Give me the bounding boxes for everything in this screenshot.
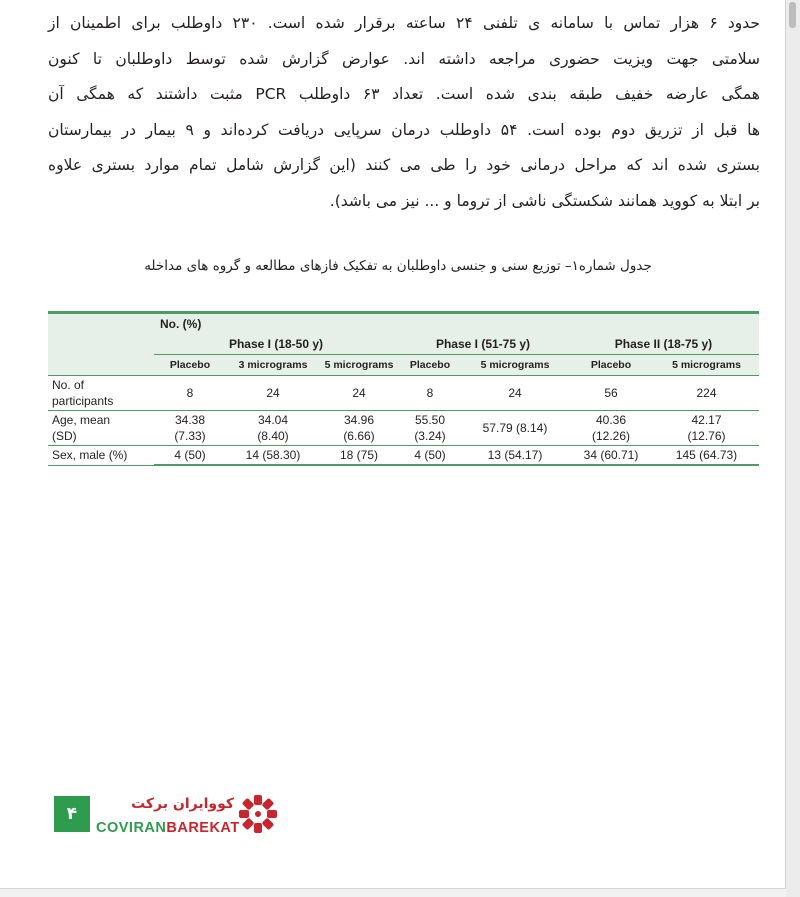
row-label-line: No. of bbox=[52, 378, 85, 392]
cell-line: 8 bbox=[426, 386, 434, 400]
phase-header: Phase II (18-75 y) bbox=[568, 334, 759, 355]
table-row bbox=[48, 446, 759, 466]
body-paragraph bbox=[48, 6, 760, 219]
paragraph-line: همگی عارضه خفیف طبقه بندی شده است. تعداد ۶۳ داوطلب PCR مثبت داشتند که همگی آن bbox=[48, 85, 760, 103]
logo-petal bbox=[239, 810, 249, 818]
table-cell bbox=[226, 376, 320, 411]
cell-line: 34.96 bbox=[343, 413, 375, 427]
table-header-row bbox=[48, 313, 759, 335]
cell-line: 40.36 bbox=[595, 413, 627, 427]
header-empty-cell bbox=[48, 334, 154, 355]
cell-line: 24 bbox=[352, 386, 366, 400]
table-row bbox=[48, 376, 759, 411]
cell-line: 224 bbox=[696, 386, 717, 400]
cell-line: (12.76) bbox=[687, 429, 726, 443]
table-cell bbox=[226, 411, 320, 446]
logo-petal bbox=[242, 798, 255, 811]
cell-line: 34 (60.71) bbox=[583, 448, 639, 462]
row-label-line: (SD) bbox=[52, 429, 77, 443]
group-header: Placebo bbox=[154, 355, 226, 376]
cell-line: 145 (64.73) bbox=[675, 448, 738, 462]
phase-header-row bbox=[48, 334, 759, 355]
table-cell bbox=[398, 411, 462, 446]
paragraph-line: بستری شده اند که مراحل درمانی خود را طی می کنند (این گزارش شامل تمام موارد بستری علاوه bbox=[48, 156, 760, 174]
header-no-percent: No. (%) bbox=[154, 313, 759, 335]
phase-header: Phase I (18-50 y) bbox=[154, 334, 398, 355]
brand-en-part1: COVIRAN bbox=[96, 820, 167, 836]
paragraph-line: حدود ۶ هزار تماس با سامانه ی تلفنی ۲۴ ساعته برقرار شده است. ۲۳۰ داوطلب برای اطمینان از bbox=[48, 14, 760, 32]
table-cell bbox=[654, 411, 759, 446]
header-empty-cell bbox=[48, 355, 154, 376]
cell-line: (6.66) bbox=[343, 429, 375, 443]
table-caption: جدول شماره۱– توزیع سنی و جنسی داوطلبان به تفکیک فازهای مطالعه و گروه های مداخله bbox=[144, 258, 652, 274]
group-header-row bbox=[48, 355, 759, 376]
group-header: 5 micrograms bbox=[320, 355, 398, 376]
table-cell bbox=[462, 411, 568, 446]
row-label bbox=[48, 376, 154, 411]
brand-name-english bbox=[96, 818, 240, 838]
vertical-scrollbar[interactable] bbox=[785, 0, 800, 897]
paragraph-line: سلامتی جهت ویزیت حضوری مراجعه داشته اند. عوارض گزارش شده توسط داوطلبان تا کنون bbox=[48, 49, 760, 68]
horizontal-scrollbar[interactable] bbox=[0, 888, 786, 897]
demographics-table bbox=[48, 311, 759, 466]
cell-line: 42.17 bbox=[691, 413, 722, 427]
group-header: 3 micrograms bbox=[226, 355, 320, 376]
group-header: 5 micrograms bbox=[654, 355, 759, 376]
table-cell bbox=[568, 376, 654, 411]
cell-line: 34.04 bbox=[257, 413, 289, 427]
table-cell bbox=[154, 376, 226, 411]
table-cell bbox=[654, 446, 759, 466]
row-label bbox=[48, 446, 154, 466]
scrollbar-thumb[interactable] bbox=[789, 2, 796, 28]
cell-line: 18 (75) bbox=[339, 448, 379, 462]
group-header: Placebo bbox=[398, 355, 462, 376]
logo-petal bbox=[262, 798, 275, 811]
table-cell bbox=[462, 376, 568, 411]
table-cell bbox=[154, 411, 226, 446]
cell-line: (8.40) bbox=[257, 429, 289, 443]
table-cell bbox=[320, 411, 398, 446]
table-cell bbox=[568, 411, 654, 446]
table-cell bbox=[398, 376, 462, 411]
row-label bbox=[48, 411, 154, 446]
row-label-line: Sex, male (%) bbox=[52, 448, 128, 463]
cell-line: 56 bbox=[604, 386, 618, 400]
group-header: 5 micrograms bbox=[462, 355, 568, 376]
table-cell bbox=[320, 446, 398, 466]
page-number-badge: ۴ bbox=[54, 796, 90, 832]
cell-line: 24 bbox=[266, 386, 280, 400]
cell-line: 34.38 bbox=[174, 413, 206, 427]
red-flower-logo-icon bbox=[237, 793, 279, 835]
cell-line: 4 (50) bbox=[414, 448, 446, 462]
header-empty-cell bbox=[48, 313, 154, 335]
table-cell bbox=[398, 446, 462, 466]
phase-header: Phase I (51-75 y) bbox=[398, 334, 568, 355]
table-cell bbox=[226, 446, 320, 466]
cell-line: (3.24) bbox=[414, 429, 446, 443]
brand-en-part2: BAREKAT bbox=[166, 820, 240, 836]
cell-line: 14 (58.30) bbox=[245, 448, 301, 462]
row-label-line: Age, mean bbox=[52, 413, 111, 427]
row-label-line: participants bbox=[52, 394, 114, 408]
cell-line: 55.50 bbox=[414, 413, 446, 427]
brand-text bbox=[96, 794, 240, 838]
table-cell bbox=[462, 446, 568, 466]
cell-line: 57.79 (8.14) bbox=[482, 421, 548, 435]
logo-petal bbox=[254, 795, 262, 805]
logo-petal bbox=[254, 823, 262, 833]
table-cell bbox=[320, 376, 398, 411]
table-cell bbox=[654, 376, 759, 411]
paragraph-line: بر ابتلا به کووید همانند شکستگی ناشی از تروما و ... نیز می باشد). bbox=[329, 191, 760, 210]
cell-line: 13 (54.17) bbox=[487, 448, 543, 462]
cell-line: 4 (50) bbox=[174, 448, 206, 462]
cell-line: 8 bbox=[186, 386, 194, 400]
table-cell bbox=[568, 446, 654, 466]
cell-line: (12.26) bbox=[591, 429, 631, 443]
table-cell bbox=[154, 446, 226, 466]
logo-petal bbox=[267, 810, 277, 818]
logo-petal bbox=[262, 818, 275, 831]
cell-line: 24 bbox=[508, 386, 522, 400]
table-row bbox=[48, 411, 759, 446]
paragraph-line: ها قبل از تزریق دوم بوده است. ۵۴ داوطلب درمان سرپایی دریافت کرده‌اند و ۹ بیمار در بیمارستان bbox=[48, 120, 760, 139]
group-header: Placebo bbox=[568, 355, 654, 376]
cell-line: (7.33) bbox=[174, 429, 206, 443]
brand-name-persian: کوو‌ایران برکت bbox=[131, 796, 234, 812]
logo-petal bbox=[242, 818, 255, 831]
